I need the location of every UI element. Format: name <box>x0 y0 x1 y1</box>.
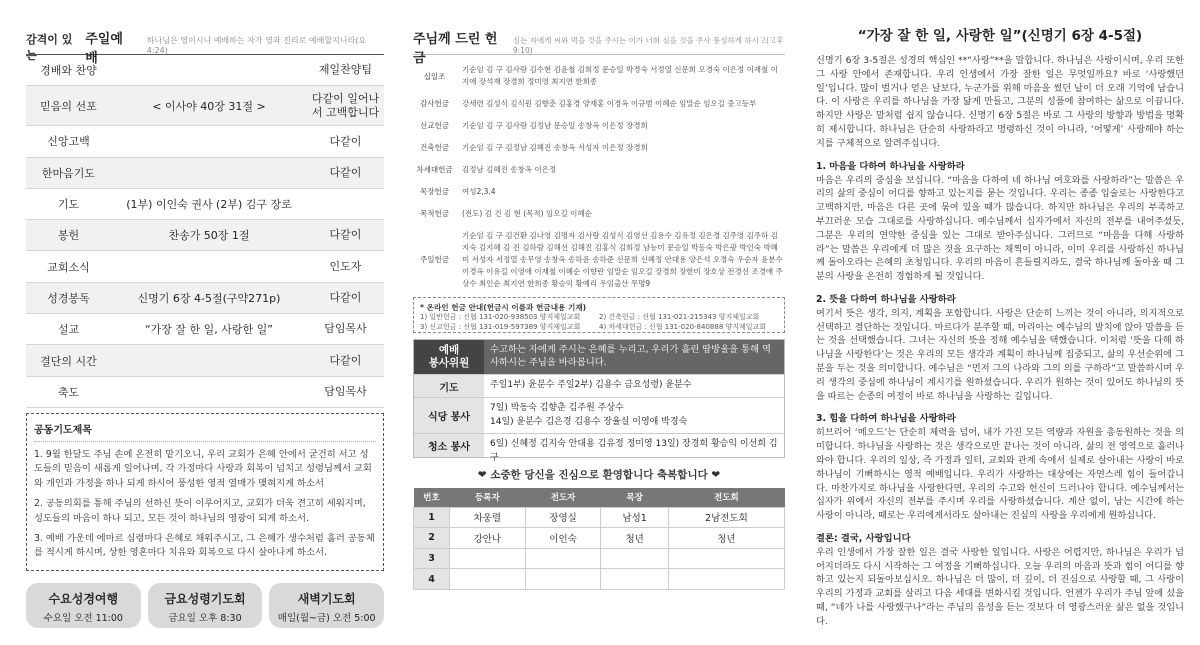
row-number: 3 <box>414 548 450 569</box>
order-leader: 제일찬양팀 <box>307 55 384 86</box>
sermon-section-heading: 1. 마음을 다하여 하나님을 사랑하라 <box>816 160 965 172</box>
table-row <box>414 548 785 569</box>
meeting-card <box>26 583 141 628</box>
sermon-section <box>816 532 1184 629</box>
offering-category: 십일조 <box>423 72 446 81</box>
table-header: 등록자 <box>450 488 526 507</box>
order-detail <box>111 55 307 86</box>
offering-names: 기순임 김 구 김건환 김나영 김명자 김사랑 김성식 김영선 김용수 김유정 김은경 김주영 김주하 김지숙 김지혜 김 진 김하람 김해선 김해진 김홍식 김희정 남능미 문승일 박동숙 박은광 박인숙 박혜미 서성자 서정열 송무영 송창옥 송하윤 송하준 신문희 신혜정 안대용 양은석 오경숙 우순자 윤분수 이경옥 이유길 이영애 이재철 이혜순 이향란 임말순 임오길 장경희 장한미 장호상 전경선 조경애 주상수 최인순 최지연 한희종 황승익 황예리 우임출산 무명9 <box>462 231 783 288</box>
table-row <box>26 251 384 282</box>
table-row <box>414 528 785 549</box>
sermon-section-body: 마음은 우리의 중심을 보십니다. “마음을 다하여 네 하나님 여호와를 사랑하라”는 말씀은 우리의 삶의 중심이 어디를 향하고 있는지를 묻는 것입니다. 우리는 종종 입술로는 사랑한다고 고백하지만, 마음은 다른 곳에 묶여 있을 때가 많습니다. 하지만 하나님은 우리의 부족하고 부끄러운 모습 그대로를 사랑하십니다. 예수님께서 십자가에서 자신의 전부를 내어주셨듯, 그분은 우리의 연약한 중심을 있는 그대로 받아주십니다. 그러므로 “마음을 다해 사랑하라”는 말씀은 우리에게 더 많은 것을 요구하는 채찍이 아니라, 이미 우리를 사랑하신 하나님께 돌아오라는 은혜의 초청입니다. 우리의 마음이 흔들릴지라도, 결국 하나님께 돌아올 때 그분의 사랑을 온전히 경험하게 될 것입니다. <box>816 174 1184 283</box>
offering-category: 주일헌금 <box>420 255 449 264</box>
worship-verse: 하나님은 영이시니 예배하는 자가 영과 진리로 예배할지니라(요4:24) <box>146 36 367 55</box>
volunteer-value: 7일) 박동숙 김향춘 김주원 주상수 <box>490 403 624 413</box>
account-line: 3) 선교헌금 : 신협 131-019-597389 양지제일교회 <box>420 322 581 331</box>
meeting-title: 금요성령기도회 <box>164 591 246 606</box>
row-number: 4 <box>414 569 450 590</box>
volunteer-value: 14일) 윤분수 김은경 김용수 장율실 이영애 박경숙 <box>490 416 688 427</box>
offering-row <box>413 203 785 225</box>
sermon-section-heading: 결론: 결국, 사랑입니다 <box>816 532 911 544</box>
volunteer-message: 수고하는 자에게 주시는 은혜를 누리고, 우리가 흘린 땀방울을 통해 역사하시는 주님을 바라봅니다. <box>490 344 772 369</box>
table-cell <box>601 569 668 590</box>
offering-row <box>413 159 785 181</box>
order-leader: 다같이 <box>307 126 384 157</box>
offering-title: 주님께 드린 헌금 <box>413 32 498 66</box>
offering-names: 기순임 김 구 김정남 김혜진 송창옥 서성자 이은정 장경희 <box>462 143 648 152</box>
prayer-box <box>26 413 384 571</box>
order-leader: 담임목사 <box>307 376 384 407</box>
order-detail <box>111 345 307 376</box>
order-detail: (1부) 이인숙 권사 (2부) 김구 장로 <box>111 188 307 219</box>
offering-category: 목장헌금 <box>420 187 449 196</box>
order-item: 봉헌 <box>26 220 111 251</box>
volunteer-value: 주일1부) 윤분수 주일2부) 김용수 금요성령) 윤분수 <box>490 380 692 390</box>
table-row <box>414 569 785 590</box>
table-header: 목장 <box>601 488 668 507</box>
offering-row <box>413 115 785 137</box>
offering-names: (전도) 김 건 김 현 (목적) 임오길 이혜순 <box>462 209 592 218</box>
offering-list <box>413 54 785 295</box>
worship-title: 주일예배 <box>85 32 123 66</box>
volunteer-label: 기도 <box>414 375 484 397</box>
volunteer-section <box>413 339 785 463</box>
volunteer-row-prayer <box>414 374 784 397</box>
volunteer-row-cleaning <box>414 433 784 463</box>
table-row <box>26 126 384 157</box>
offering-row <box>413 137 785 159</box>
table-cell <box>450 569 526 590</box>
order-leader: 다같이 <box>307 157 384 188</box>
offering-verse: 심는 자에게 씨와 먹을 것을 주시는 이가 너희 심을 것을 주사 풍성하게 하시고(고후9:10) <box>512 36 784 55</box>
offering-row <box>413 93 785 115</box>
table-row <box>26 345 384 376</box>
offering-row <box>413 181 785 203</box>
order-detail: “가장 잘 한 일, 사랑한 일” <box>111 314 307 345</box>
meeting-title: 새벽기도회 <box>297 591 356 606</box>
offering-names: 강세련 김성식 김식원 김향춘 김홍경 양재홍 이경옥 이규범 이혜순 임말순 임오길 중고등부 <box>462 99 757 108</box>
order-detail <box>111 126 307 157</box>
volunteer-row-meal <box>414 397 784 433</box>
order-leader: 인도자 <box>307 251 384 282</box>
order-leader: 다같이 <box>307 220 384 251</box>
table-cell: 2남전도회 <box>668 507 784 528</box>
table-row <box>26 376 384 407</box>
table-row <box>26 188 384 219</box>
prayer-title: 공동기도제목 <box>34 421 376 442</box>
table-cell: 장영실 <box>525 507 601 528</box>
table-cell: 강안나 <box>450 528 526 549</box>
table-row <box>26 282 384 313</box>
row-number: 2 <box>414 528 450 549</box>
order-item: 결단의 시간 <box>26 345 111 376</box>
row-number: 1 <box>414 507 450 528</box>
sermon-section-body: 여기서 뜻은 생각, 의지, 계획을 포함합니다. 사랑은 단순히 느끼는 것이 아니라, 의지적으로 선택하고 결단하는 것입니다. 마르다가 분주할 때, 마리아는 예수님의 발치에 앉아 말씀을 듣는 것을 선택했습니다. 그녀는 자신의 뜻을 정해 예수님을 택했습니다. 이처럼 ‘뜻을 다해 하나님을 사랑한다’는 것은 우리의 모든 생각과 계획이 하나님께 집중되고, 삶의 우선순위에 그분을 두는 것을 의미합니다. 예수님은 “먼저 그의 나라와 그의 의를 구하라”고 말씀하시며 우리 생각의 중심에 하나님이 계시기를 원하셨습니다. 우리가 원하는 것이 있어도 하나님의 뜻을 따르는 순종의 여정이 바로 하나님을 사랑하는 길입니다. <box>816 307 1184 402</box>
sermon-section <box>816 293 1184 404</box>
sermon-section-body: 우리 인생에서 가장 잘한 일은 결국 사랑한 일입니다. 사랑은 어렵지만, 하나님은 우리가 넘어지더라도 다시 시작하는 그 여정을 기뻐하십니다. 오늘 우리의 마음과 뜻과 힘이 어디를 향하고 있는지 되돌아보십시오. 하나님은 더 많이, 더 깊이, 더 진심으로 사랑할 때, 그 사랑이 우리의 가정과 교회를 살리고 다음 세대를 변화시킬 것입니다. 언젠가 우리가 주님 앞에 섰을 때, “네가 나를 사랑했구나”라는 주님의 음성을 듣는 것보다 더 영광스러운 삶은 없을 것입니다. <box>816 546 1184 627</box>
order-item: 설교 <box>26 314 111 345</box>
table-cell: 남성1 <box>601 507 668 528</box>
prayer-item: 1. 9월 한달도 주님 손에 온전히 맡기오니, 우리 교회가 은혜 안에서 굳건히 서고 성도들의 믿음이 새롭게 일어나며, 각 가정마다 사랑과 회복이 넘치고 성령님께서 교회와 개인과 가정을 하나 되게 하시어 풍성한 영적 열매가 맺혀지게 하소서 <box>34 448 372 489</box>
worship-column <box>26 28 384 628</box>
sermon-section-body: 히브리어 ‘메오드’는 단순히 체력을 넘어, 내가 가진 모든 역량과 자원을 총동원하는 것을 의미합니다. 하나님을 사랑하는 것은 생각으로만 끝나는 것이 아니라, 삶의 전 영역으로 흘러나와야 합니다. 우리의 일상, 즉 가정과 일터, 교회와 관계 속에서 실제로 살아내는 사랑이 바로 하나님이 기뻐하시는 영적 예배입니다. 우리가 사랑하는 대상에는 자연스레 힘이 들어갑니다. 마찬가지로 하나님을 사랑한다면, 우리의 수고와 헌신이 드러나야 합니다. 예수님께서는 십자가 위에서 자신의 전부를 주시며 우리를 사랑하셨습니다. 계산 없이, 남는 시간에 하는 사랑이 아니라, 때로는 우리에게서라도 살아내는 진심의 사랑을 우리에게 원하십니다. <box>816 427 1184 522</box>
offering-category: 선교헌금 <box>420 121 449 130</box>
volunteer-badge-top: 예배 <box>438 344 460 356</box>
order-detail: 찬송가 50장 1절 <box>111 220 307 251</box>
volunteer-badge <box>414 340 484 374</box>
prayer-item: 3. 예배 가운데 에마르 심령마다 은혜로 채워주시고, 그 은혜가 생수처럼 흘러 공동체를 적시게 하시며, 상한 영혼마다 치유와 회복으로 다시 살아나게 하소서. <box>34 533 375 559</box>
order-item: 신앙고백 <box>26 126 111 157</box>
table-cell <box>668 569 784 590</box>
sermon-section-heading: 2. 뜻을 다하여 하나님을 사랑하라 <box>816 293 956 305</box>
table-cell <box>668 548 784 569</box>
worship-header <box>26 28 384 66</box>
order-item: 한마음기도 <box>26 157 111 188</box>
prayer-item: 2. 공동의회를 통해 주님의 선하신 뜻이 이루어지고, 교회가 더욱 견고히 세워지며, 성도들의 마음이 하나 되고, 모든 것이 하나님의 영광이 되게 하소서. <box>34 498 366 524</box>
offering-names: 기순임 김 구 김사랑 김정남 문승일 송창옥 이은정 장경희 <box>462 121 648 130</box>
account-line: 2) 건축헌금 : 신협 131-021-215343 양지제일교회 <box>599 313 760 321</box>
volunteer-label: 청소 봉사 <box>414 434 484 457</box>
table-row <box>26 314 384 345</box>
order-item: 믿음의 선포 <box>26 86 111 126</box>
order-detail <box>111 157 307 188</box>
table-cell <box>525 548 601 569</box>
order-detail <box>111 251 307 282</box>
offering-category: 차세대헌금 <box>416 165 453 174</box>
sermon-intro: 신명기 6장 3-5절은 성경의 핵심인 **“사랑”**을 말합니다. 하나님은 사랑이시며, 우리 또한 그 사랑 안에서 존재합니다. 우리 인생에서 가장 잘한 일은 무엇일까요? 바로 ‘사랑했던 일’입니다. 많이 벌거나 얻은 날보다, 누군가를 위해 마음을 썼던 날이 더 오래 기억에 남습니다. 이 사랑은 우리를 하나님을 가장 닮게 만들고, 그분의 성품에 참여하는 삶으로 이끕니다. 하지만 사랑은 말처럼 쉽지 않습니다. 신명기 6장 5절은 바로 그 사랑의 방향과 방법을 명확히 제시합니다. 하나님은 단순히 사랑하라고 명령하신 것이 아니라, ‘어떻게’ 사랑해야 하는지를 구체적으로 알려주십니다. <box>816 55 1184 149</box>
table-cell: 청년 <box>601 528 668 549</box>
table-cell <box>525 569 601 590</box>
meeting-card <box>269 583 384 628</box>
order-leader: 다같이 일어나서 고백합니다 <box>307 86 384 126</box>
order-item: 축도 <box>26 376 111 407</box>
order-leader: 다같이 <box>307 282 384 313</box>
online-offering-title: * 온라인 헌금 안내(헌금시 이름과 헌금내용 기재) <box>420 303 587 312</box>
offering-row <box>413 59 785 93</box>
meetings <box>26 583 384 628</box>
meeting-schedule: 금요일 오후 8:30 <box>168 612 242 624</box>
order-leader: 담임목사 <box>307 314 384 345</box>
offering-header <box>413 28 785 66</box>
account-line: 1) 일반헌금 : 신협 131-020-938503 양지제일교회 <box>420 313 581 321</box>
volunteer-badge-bottom: 봉사위원 <box>428 357 470 370</box>
table-row <box>26 86 384 126</box>
order-item: 기도 <box>26 188 111 219</box>
meeting-schedule: 매일(월~금) 오전 5:00 <box>277 612 376 624</box>
offering-category: 감사헌금 <box>420 99 449 108</box>
order-item: 경배와 찬양 <box>26 55 111 86</box>
online-offering-box <box>413 297 785 333</box>
table-header: 전도회 <box>668 488 784 507</box>
order-detail: < 이사야 40장 31절 > <box>111 86 307 126</box>
table-cell: 청년 <box>668 528 784 549</box>
worship-title-lead: 감격이 있는 <box>26 33 73 62</box>
table-header: 번호 <box>414 488 450 507</box>
volunteer-label: 식당 봉사 <box>414 398 484 433</box>
meeting-card <box>148 583 263 628</box>
meeting-title: 수요성경여행 <box>48 591 119 606</box>
offering-column <box>413 28 785 628</box>
sermon-section-heading: 3. 힘을 다하여 하나님을 사랑하라 <box>816 413 956 425</box>
table-cell: 이인숙 <box>525 528 601 549</box>
worship-order-table <box>26 54 384 408</box>
meeting-schedule: 수요일 오전 11:00 <box>43 612 123 624</box>
order-leader: 다같이 <box>307 345 384 376</box>
table-row <box>26 220 384 251</box>
order-leader <box>307 188 384 219</box>
table-row <box>414 507 785 528</box>
account-line: 4) 차세대헌금 : 신협 131-020-840888 양지제일교회 <box>599 322 767 331</box>
visitor-table <box>413 488 785 590</box>
sermon-title: “가장 잘 한 일, 사랑한 일”(신명기 6장 4-5절) <box>857 28 1143 44</box>
sermon-section <box>816 160 1184 284</box>
sermon-column <box>816 24 1184 634</box>
table-row <box>26 157 384 188</box>
sermon-section <box>816 412 1184 523</box>
order-item: 교회소식 <box>26 251 111 282</box>
order-item: 성경봉독 <box>26 282 111 313</box>
table-cell <box>601 548 668 569</box>
offering-category: 건축헌금 <box>420 143 449 152</box>
welcome-banner: ❤ 소중한 당신을 진심으로 환영합니다 축복합니다 ❤ <box>477 469 721 481</box>
offering-category: 목적헌금 <box>420 209 449 218</box>
offering-names: 기순임 김 구 김사랑 김수현 김윤철 김희정 문승일 박경숙 서정열 신문희 오경숙 이은정 이재철 이지애 장석재 장경희 정미영 최지연 한희종 <box>462 65 778 86</box>
order-detail: 신명기 6장 4-5절(구약271p) <box>111 282 307 313</box>
table-cell <box>450 548 526 569</box>
table-cell: 차웅렬 <box>450 507 526 528</box>
order-detail <box>111 376 307 407</box>
offering-names: 여성2,3,4 <box>462 187 496 196</box>
volunteer-value: 6일) 신혜정 김지숙 안대용 김유정 정미영 13일) 장경희 황승익 이선희 김구 <box>490 439 778 463</box>
offering-names: 김정남 김혜진 송창옥 이은정 <box>462 165 557 174</box>
table-header: 전도자 <box>525 488 601 507</box>
offering-row <box>413 225 785 295</box>
